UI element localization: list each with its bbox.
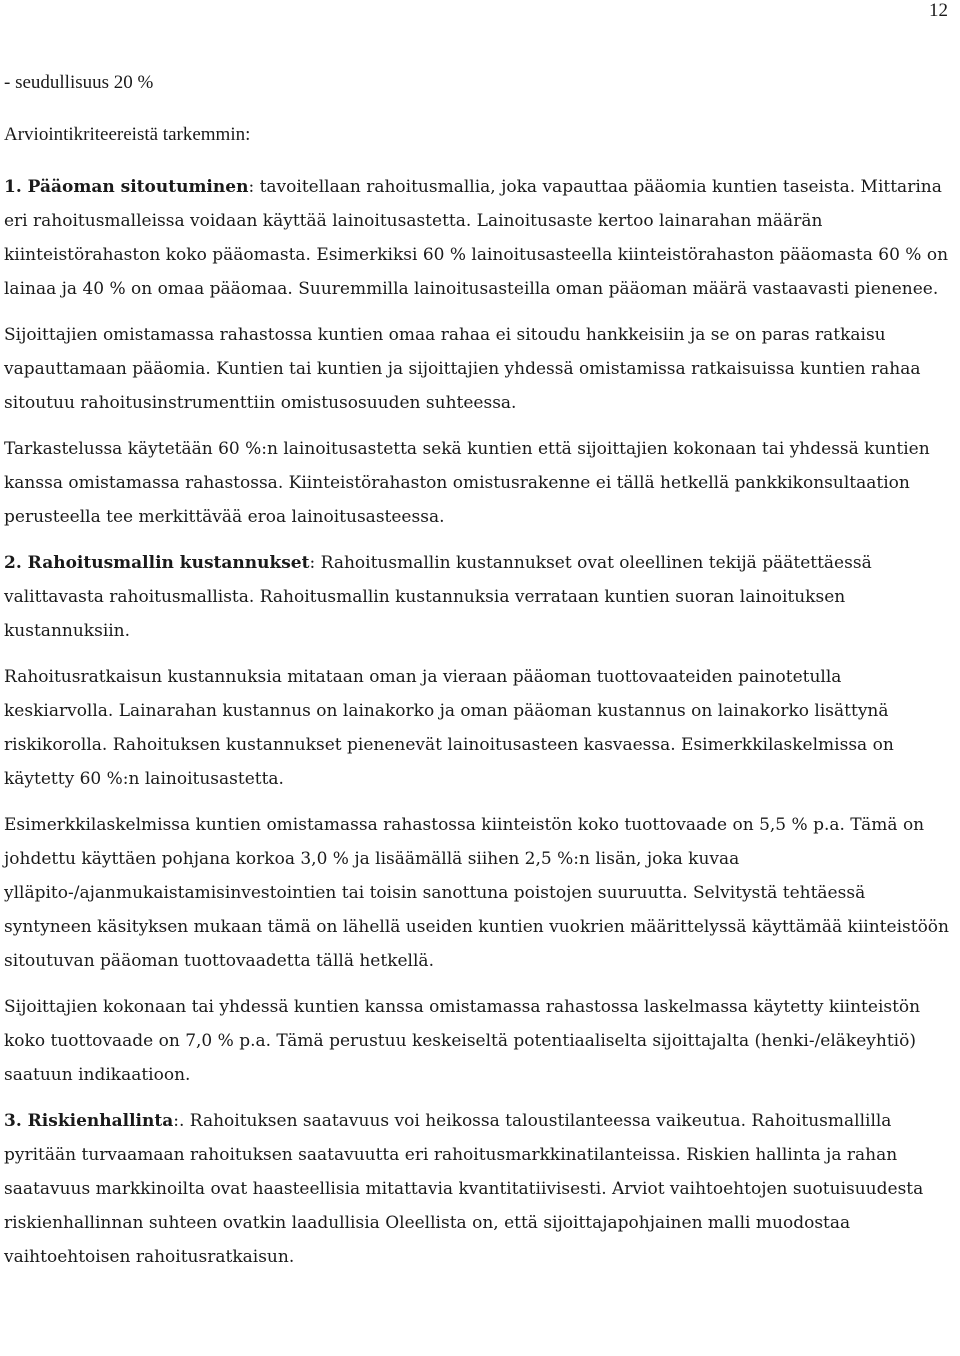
section-2-paragraph-4: Sijoittajien kokonaan tai yhdessä kuntien kanssa omistamassa rahastossa laskelmassa käytetty kiinteistön koko tuottovaade on 7,0 % p.a. Tämä perustuu keskeiseltä potentiaaliselta sijoittajalta (henki-/eläkeyhtiö) saatuun indikaatioon. bbox=[4, 997, 921, 1085]
section-3-heading bbox=[4, 1111, 173, 1131]
section-1-separator: : bbox=[248, 177, 260, 197]
section-2-paragraph-3: Esimerkkilaskelmissa kuntien omistamassa rahastossa kiinteistön koko tuottovaade on 5,5 % p.a. Tämä on johdettu käyttäen pohjana korkoa 3,0 % ja lisäämällä siihen 2,5 %:n lisän, joka kuvaa ylläpito-/ajanmukaistamisinvestointien tai toisin sanottuna poistojen suuruutta. Selvitystä tehtäessä syntyneen käsityksen mukaan tämä on lähellä useiden kuntien vuokrien määrittelyssä käyttämää kiinteistöön sitoutuvan pääoman tuottovaadetta tällä hetkellä. bbox=[4, 815, 949, 971]
bullet-line: - seudullisuus 20 % bbox=[4, 72, 154, 93]
section-2-text: Rahoitusmallin kustannukset ovat oleellinen tekijä päätettäessä valittavasta rahoitusmallista. Rahoitusmallin kustannuksia verrataan kuntien suoran lainoituksen kustannuksiin. bbox=[4, 553, 872, 641]
section-2-title: Rahoitusmallin kustannukset bbox=[27, 553, 310, 573]
document-body bbox=[4, 66, 954, 1274]
intro-line: Arviointikriteereistä tarkemmin: bbox=[4, 124, 251, 145]
section-1-text: tavoitellaan rahoitusmallia, joka vapauttaa pääomia kuntien taseista. Mittarina eri rahoitusmalleissa voidaan käyttää lainoitusastetta. Lainoitusaste kertoo lainarahan määrän kiinteistörahaston koko pääomasta. Esimerkiksi 60 % lainoitusasteella kiinteistörahaston pääomasta 60 % on lainaa ja 40 % on omaa pääomaa. Suuremmilla lainoitusasteilla oman pääoman määrä vastaavasti pienenee. bbox=[4, 177, 949, 299]
section-1-paragraph-2: Sijoittajien omistamassa rahastossa kuntien omaa rahaa ei sitoudu hankkeisiin ja se on paras ratkaisu vapauttamaan pääomia. Kuntien tai kuntien ja sijoittajien yhdessä omistamissa ratkaisuissa kuntien rahaa sitoutuu rahoitusinstrumenttiin omistusosuuden suhteessa. bbox=[4, 325, 921, 413]
section-1-number: 1. bbox=[4, 177, 28, 197]
section-3-number: 3. bbox=[4, 1111, 28, 1131]
section-2-paragraph-2: Rahoitusratkaisun kustannuksia mitataan oman ja vieraan pääoman tuottovaateiden painotetulla keskiarvolla. Lainarahan kustannus on lainakorko ja oman pääoman kustannus on lainakorko lisättynä riskikorolla. Rahoituksen kustannukset pienenevät lainoitusasteen kasvaessa. Esimerkkilaskelmissa on käytetty 60 %:n lainoitusastetta. bbox=[4, 667, 894, 789]
page-number: 12 bbox=[929, 0, 948, 21]
section-3-paragraph-1 bbox=[4, 1104, 954, 1274]
section-3-separator: :. bbox=[173, 1111, 190, 1131]
section-2-heading bbox=[4, 553, 309, 573]
section-1-heading bbox=[4, 177, 248, 197]
section-1-title: Pääoman sitoutuminen bbox=[27, 177, 249, 197]
section-1-paragraph-3: Tarkastelussa käytetään 60 %:n lainoitusastetta sekä kuntien että sijoittajien kokonaan tai yhdessä kuntien kanssa omistamassa rahastossa. Kiinteistörahaston omistusrakenne ei tällä hetkellä pankkikonsultaation perusteella tee merkittävää eroa lainoitusasteessa. bbox=[4, 439, 930, 527]
section-1-paragraph-1 bbox=[4, 170, 954, 306]
section-2-number: 2. bbox=[4, 553, 28, 573]
section-3-title: Riskienhallinta bbox=[27, 1111, 174, 1131]
section-3 bbox=[4, 1104, 954, 1274]
section-2-separator: : bbox=[309, 553, 321, 573]
section-2-paragraph-1 bbox=[4, 546, 954, 648]
section-2 bbox=[4, 546, 954, 1092]
section-3-text: Rahoituksen saatavuus voi heikossa taloustilanteessa vaikeutua. Rahoitusmallilla pyritään turvaamaan rahoituksen saatavuutta eri rahoitusmarkkinatilanteissa. Riskien hallinta ja rahan saatavuus markkinoilta ovat haasteellisia mitattavia kvantitatiivisesti. Arviot vaihtoehtojen suotuisuudesta riskienhallinnan suhteen ovatkin laadullisia Oleellista on, että sijoittajapohjainen malli muodostaa vaihtoehtoisen rahoitusratkaisun. bbox=[4, 1111, 924, 1267]
section-1 bbox=[4, 170, 954, 534]
